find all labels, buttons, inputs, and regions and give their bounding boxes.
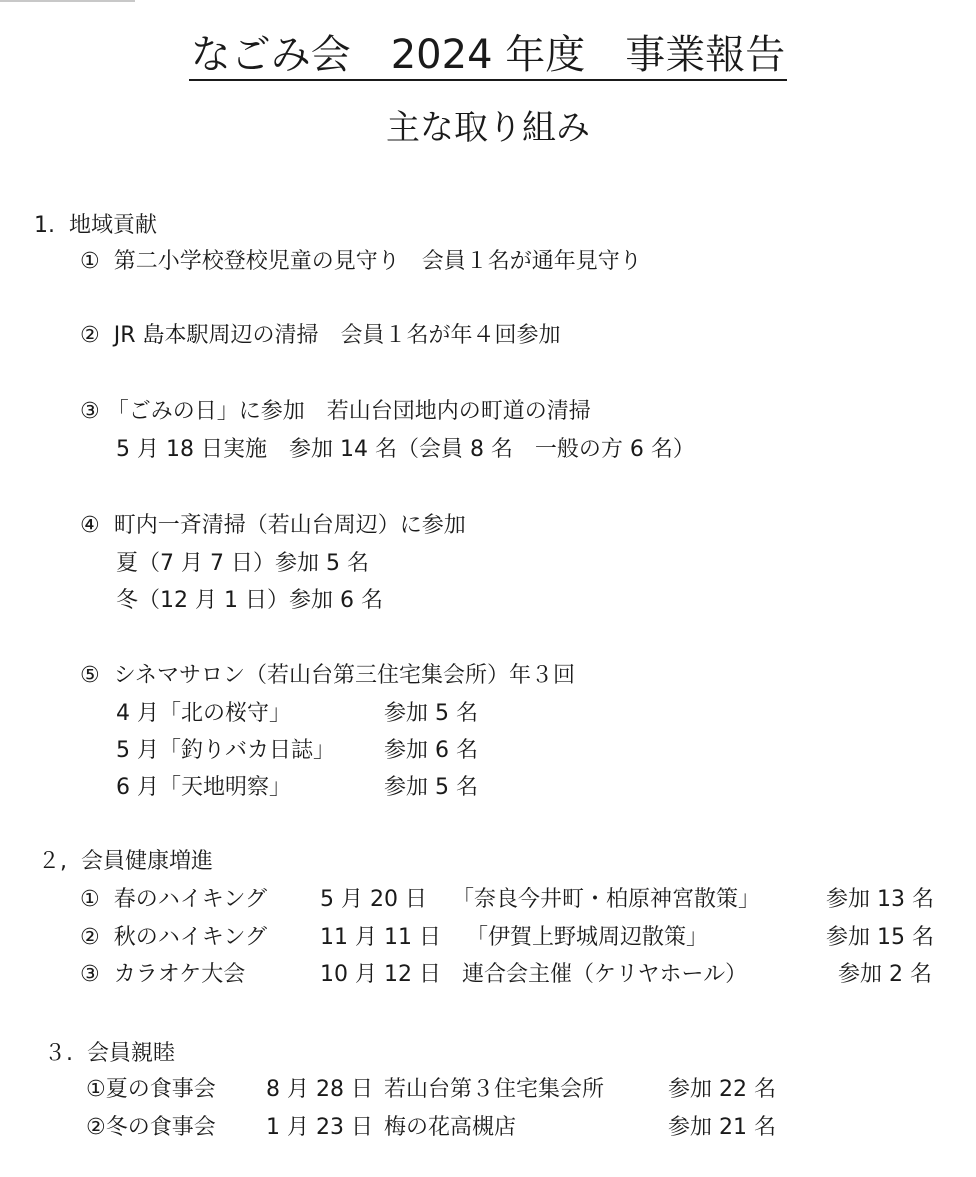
health-row-count: 参加 2 名 [838, 962, 932, 987]
health-row-name: ① 春のハイキング [80, 887, 268, 912]
health-row-desc: 「奈良今井町・柏原神宮散策」 [452, 887, 761, 912]
health-row-count: 参加 15 名 [826, 925, 934, 950]
health-row-count: 参加 13 名 [826, 887, 934, 912]
s1-item-5: ⑤ シネマサロン（若山台第三住宅集会所）年３回 [80, 663, 576, 688]
social-row-date: 1 月 23 日 [266, 1115, 373, 1140]
cinema-count: 参加 5 名 [384, 775, 478, 800]
scan-edge [0, 0, 135, 2]
s1-item-3: ③ 「ごみの日」に参加 若山台団地内の町道の清掃 [80, 399, 591, 424]
health-row-date: 11 月 11 日 [320, 925, 441, 950]
social-row-desc: 若山台第３住宅集会所 [384, 1077, 605, 1102]
s1-item-4-winter: 冬（12 月 1 日）参加 6 名 [116, 588, 383, 613]
health-row-desc: 「伊賀上野城周辺散策」 [466, 925, 709, 950]
s1-item-4-summer: 夏（7 月 7 日）参加 5 名 [116, 551, 369, 576]
section-1-heading: 1. 地域貢献 [34, 213, 157, 238]
cinema-title: 5 月「釣りバカ日誌」 [116, 738, 335, 763]
s1-item-4: ④ 町内一斉清掃（若山台周辺）に参加 [80, 513, 466, 538]
social-row-name: ②冬の食事会 [86, 1115, 216, 1140]
cinema-title: 4 月「北の桜守」 [116, 701, 291, 726]
cinema-title: 6 月「天地明察」 [116, 775, 291, 800]
social-row-count: 参加 22 名 [668, 1077, 776, 1102]
social-row-desc: 梅の花高槻店 [384, 1115, 517, 1140]
social-row-date: 8 月 28 日 [266, 1077, 373, 1102]
section-2-heading: ２, 会員健康増進 [38, 849, 213, 874]
social-row-name: ①夏の食事会 [86, 1077, 216, 1102]
s1-item-3-detail: 5 月 18 日実施 参加 14 名（会員 8 名 一般の方 6 名） [116, 437, 695, 462]
document-subtitle: 主な取り組み [386, 108, 590, 148]
health-row-desc: 連合会主催（ケリヤホール） [462, 962, 748, 987]
cinema-count: 参加 5 名 [384, 701, 478, 726]
s1-item-2: ② JR 島本駅周辺の清掃 会員１名が年４回参加 [80, 323, 561, 348]
document-title-wrap [0, 30, 976, 80]
document-title: なごみ会 2024 年度 事業報告 [189, 32, 788, 81]
social-row-count: 参加 21 名 [668, 1115, 776, 1140]
cinema-count: 参加 6 名 [384, 738, 478, 763]
health-row-name: ③ カラオケ大会 [80, 962, 246, 987]
health-row-date: 5 月 20 日 [320, 887, 427, 912]
health-row-name: ② 秋のハイキング [80, 925, 268, 950]
section-3-heading: ３. 会員親睦 [44, 1041, 175, 1066]
s1-item-1: ① 第二小学校登校児童の見守り 会員１名が通年見守り [80, 249, 642, 274]
health-row-date: 10 月 12 日 [320, 962, 441, 987]
